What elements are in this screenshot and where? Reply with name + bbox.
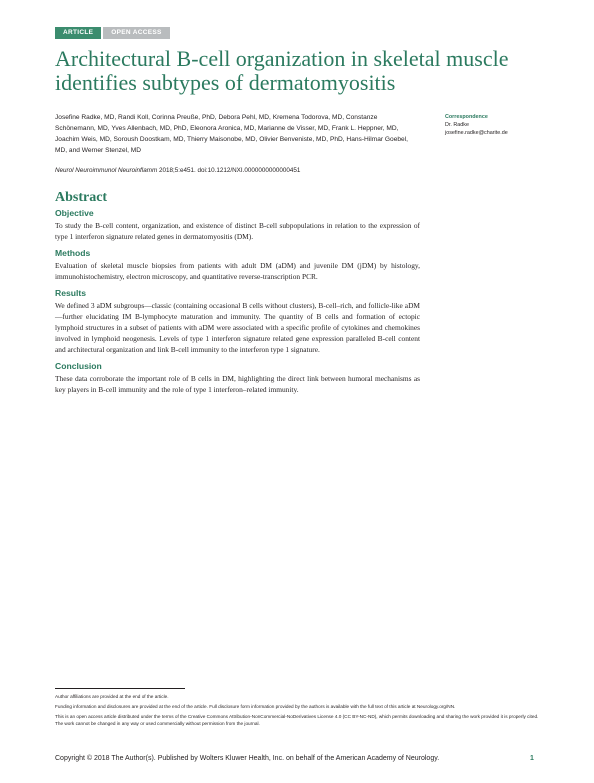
abstract-heading: Abstract (55, 190, 108, 205)
article-tags (55, 27, 170, 39)
footnotes (55, 693, 540, 730)
conclusion-heading: Conclusion (55, 361, 102, 371)
correspondence-name: Dr. Radke (445, 122, 469, 128)
objective-text: To study the B-cell content, organization, and existence of distinct B-cell subpopulations in relation to the expression of type 1 interferon signature related genes in dermatomyositis (DM). (55, 221, 420, 241)
journal-name: Neurol Neuroimmunol Neuroinflamm (55, 167, 158, 174)
citation-line (55, 167, 415, 174)
abstract-body (55, 208, 420, 399)
footnote-license: This is an open access article distributed under the terms of the Creative Commons Attribution-NonCommercial-NoDerivatives License 4.0 (CC BY-NC-ND), which permits downloading and sharing the work provided it is properly cited. The work cannot be changed in any way or used commercially without permission from the journal. (55, 714, 539, 726)
methods-text: Evaluation of skeletal muscle biopsies from patients with adult DM (aDM) and juvenile DM (jDM) by histology, immunohistochemistry, electron microscopy, and quantitative reverse-transcription PCR. (55, 261, 420, 281)
footnote-funding: Funding information and disclosures are provided at the end of the article. Full disclosure form information provided by the authors is available with the full text of this article at Neurology.org/NN. (55, 704, 456, 709)
results-text: We defined 3 aDM subgroups—classic (containing occasional B cells without clusters), B-cell–rich, and follicle-like aDM—further elucidating IM B-lymphocyte maturation and immunity. The quantity of B cells and formation of ectopic lymphoid structures in a subset of patients with aDM were associated with a specific profile of cytokines and chemokines involved in lymphoid neogenesis. Levels of type 1 interferon signature related gene expression paralleled B-cell content and architectural organization and link B-cell immunity to the interferon type 1 signature. (55, 301, 420, 354)
methods-heading: Methods (55, 248, 91, 258)
copyright-notice: Copyright © 2018 The Author(s). Published by Wolters Kluwer Health, Inc. on behalf of the American Academy of Neurology. (55, 755, 440, 762)
footnote-divider (55, 688, 185, 689)
article-tag: ARTICLE (55, 27, 101, 39)
page-number: 1 (530, 755, 534, 762)
article-title: Architectural B-cell organization in skeletal muscle identifies subtypes of dermatomyositis (55, 46, 509, 95)
conclusion-text: These data corroborate the important role of B cells in DM, highlighting the direct link between humoral mechanisms as key players in B-cell immunity and the role of type 1 interferon–related immunity. (55, 374, 420, 394)
author-list: Josefine Radke, MD, Randi Koll, Corinna Preuße, PhD, Debora Pehl, MD, Kremena Todorova, MD, Constanze Schönemann, MD, Yves Allenbach, MD, PhD, Eleonora Aronica, MD, Marianne de Visser, MD, Frank L. Heppner, MD, Joachim Weis, MD, Soroush Doostkam, MD, Thierry Maisonobe, MD, Olivier Benveniste, MD, PhD, Hans-Hilmar Goebel, MD, and Werner Stenzel, MD (55, 114, 408, 154)
open-access-tag: OPEN ACCESS (103, 27, 169, 39)
citation-details[interactable]: 2018;5:e451. doi:10.1212/NXI.0000000000000451 (158, 167, 301, 174)
correspondence-email[interactable]: josefine.radke@charite.de (445, 130, 508, 136)
objective-heading: Objective (55, 208, 94, 218)
correspondence-block (445, 113, 545, 137)
footnote-affiliations: Author affiliations are provided at the end of the article. (55, 694, 169, 699)
results-heading: Results (55, 288, 87, 298)
correspondence-heading: Correspondence (445, 114, 488, 120)
